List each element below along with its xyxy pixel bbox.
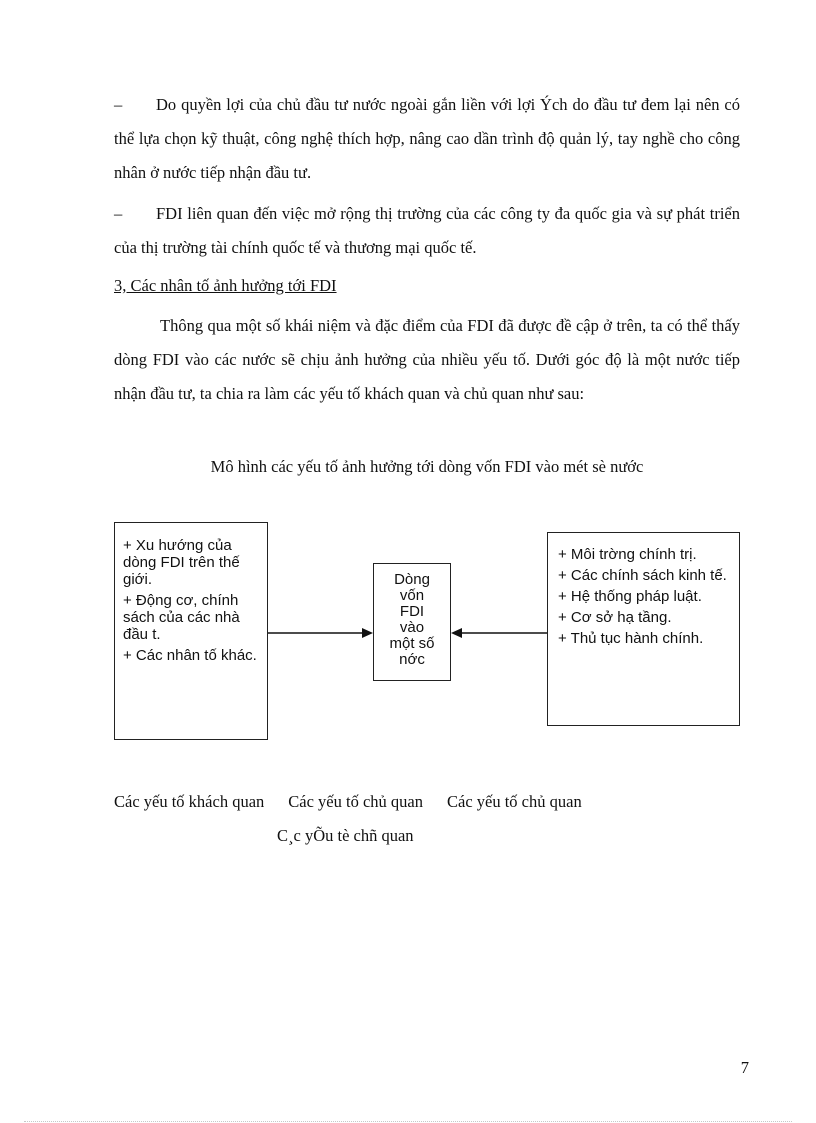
internal-factors-box [547,532,740,726]
body-paragraph [114,309,740,411]
external-factors-box [114,522,268,740]
page-number: 7 [740,1058,749,1077]
factor-item: + Thủ tục hành chính. [558,630,704,647]
center-line: nớc [399,651,425,668]
bullet-dash: – [114,95,123,114]
left-arrow-icon [451,626,548,640]
center-line: Dòng [394,571,430,588]
fdi-flow-box [373,563,451,681]
factor-item: + Hệ thống pháp luật. [558,588,702,605]
body-text: Thông qua một số khái niệm và đặc điểm của FDI đã được đề cập ở trên, ta có thể thấy dòng FDI vào các nước sẽ chịu ảnh hưởng của nhiều yếu tố. Dưới góc độ là một nước tiếp nhận đầu tư, ta chia ra làm các yếu tố khách quan và chủ quan như sau: [114,316,740,403]
footer-divider [24,1121,792,1122]
label-internal-duplicate: Các yếu tố chủ quan [447,792,582,811]
factor-item: + Các nhân tố khác. [123,647,257,664]
garbled-label: C¸c yÕu tè chñ quan [277,826,414,845]
bullet-paragraph-1 [114,88,740,190]
factor-item: + Xu hướng của dòng FDI trên thế giới. [123,537,240,588]
center-line: vào [399,619,425,636]
factor-item: + Các chính sách kinh tế. [558,567,727,584]
center-line: vốn [399,587,425,604]
section-heading: 3, Các nhân tố ảnh hưởng tới FDI [114,276,337,295]
center-line: một số [389,635,435,652]
label-internal: Các yếu tố chủ quan [288,792,423,811]
factor-item: + Môi trờng chính trị. [558,546,697,563]
label-external: Các yếu tố khách quan [114,792,265,811]
factor-item: + Cơ sở hạ tầng. [558,609,672,626]
bullet-dash: – [114,204,123,223]
center-line: FDI [399,603,425,620]
bullet-paragraph-2 [114,197,740,265]
right-arrow-icon [268,626,374,640]
bullet-text: Do quyền lợi của chủ đầu tư nước ngoài gắn liền với lợi Ých do đầu tư đem lại nên có thể lựa chọn kỹ thuật, công nghệ thích hợp, nâng cao dần trình độ quản lý, tay nghề cho công nhân ở nước tiếp nhận đầu tư. [114,95,740,182]
diagram-caption: Mô hình các yếu tố ảnh hưởng tới dòng vốn FDI vào mét sè nước [210,457,644,476]
bullet-text: FDI liên quan đến việc mở rộng thị trường của các công ty đa quốc gia và sự phát triển của thị trường tài chính quốc tế và thương mại quốc tế. [114,204,740,257]
factor-item: + Động cơ, chính sách của các nhà đầu t. [123,592,240,643]
diagram-labels [114,788,740,816]
